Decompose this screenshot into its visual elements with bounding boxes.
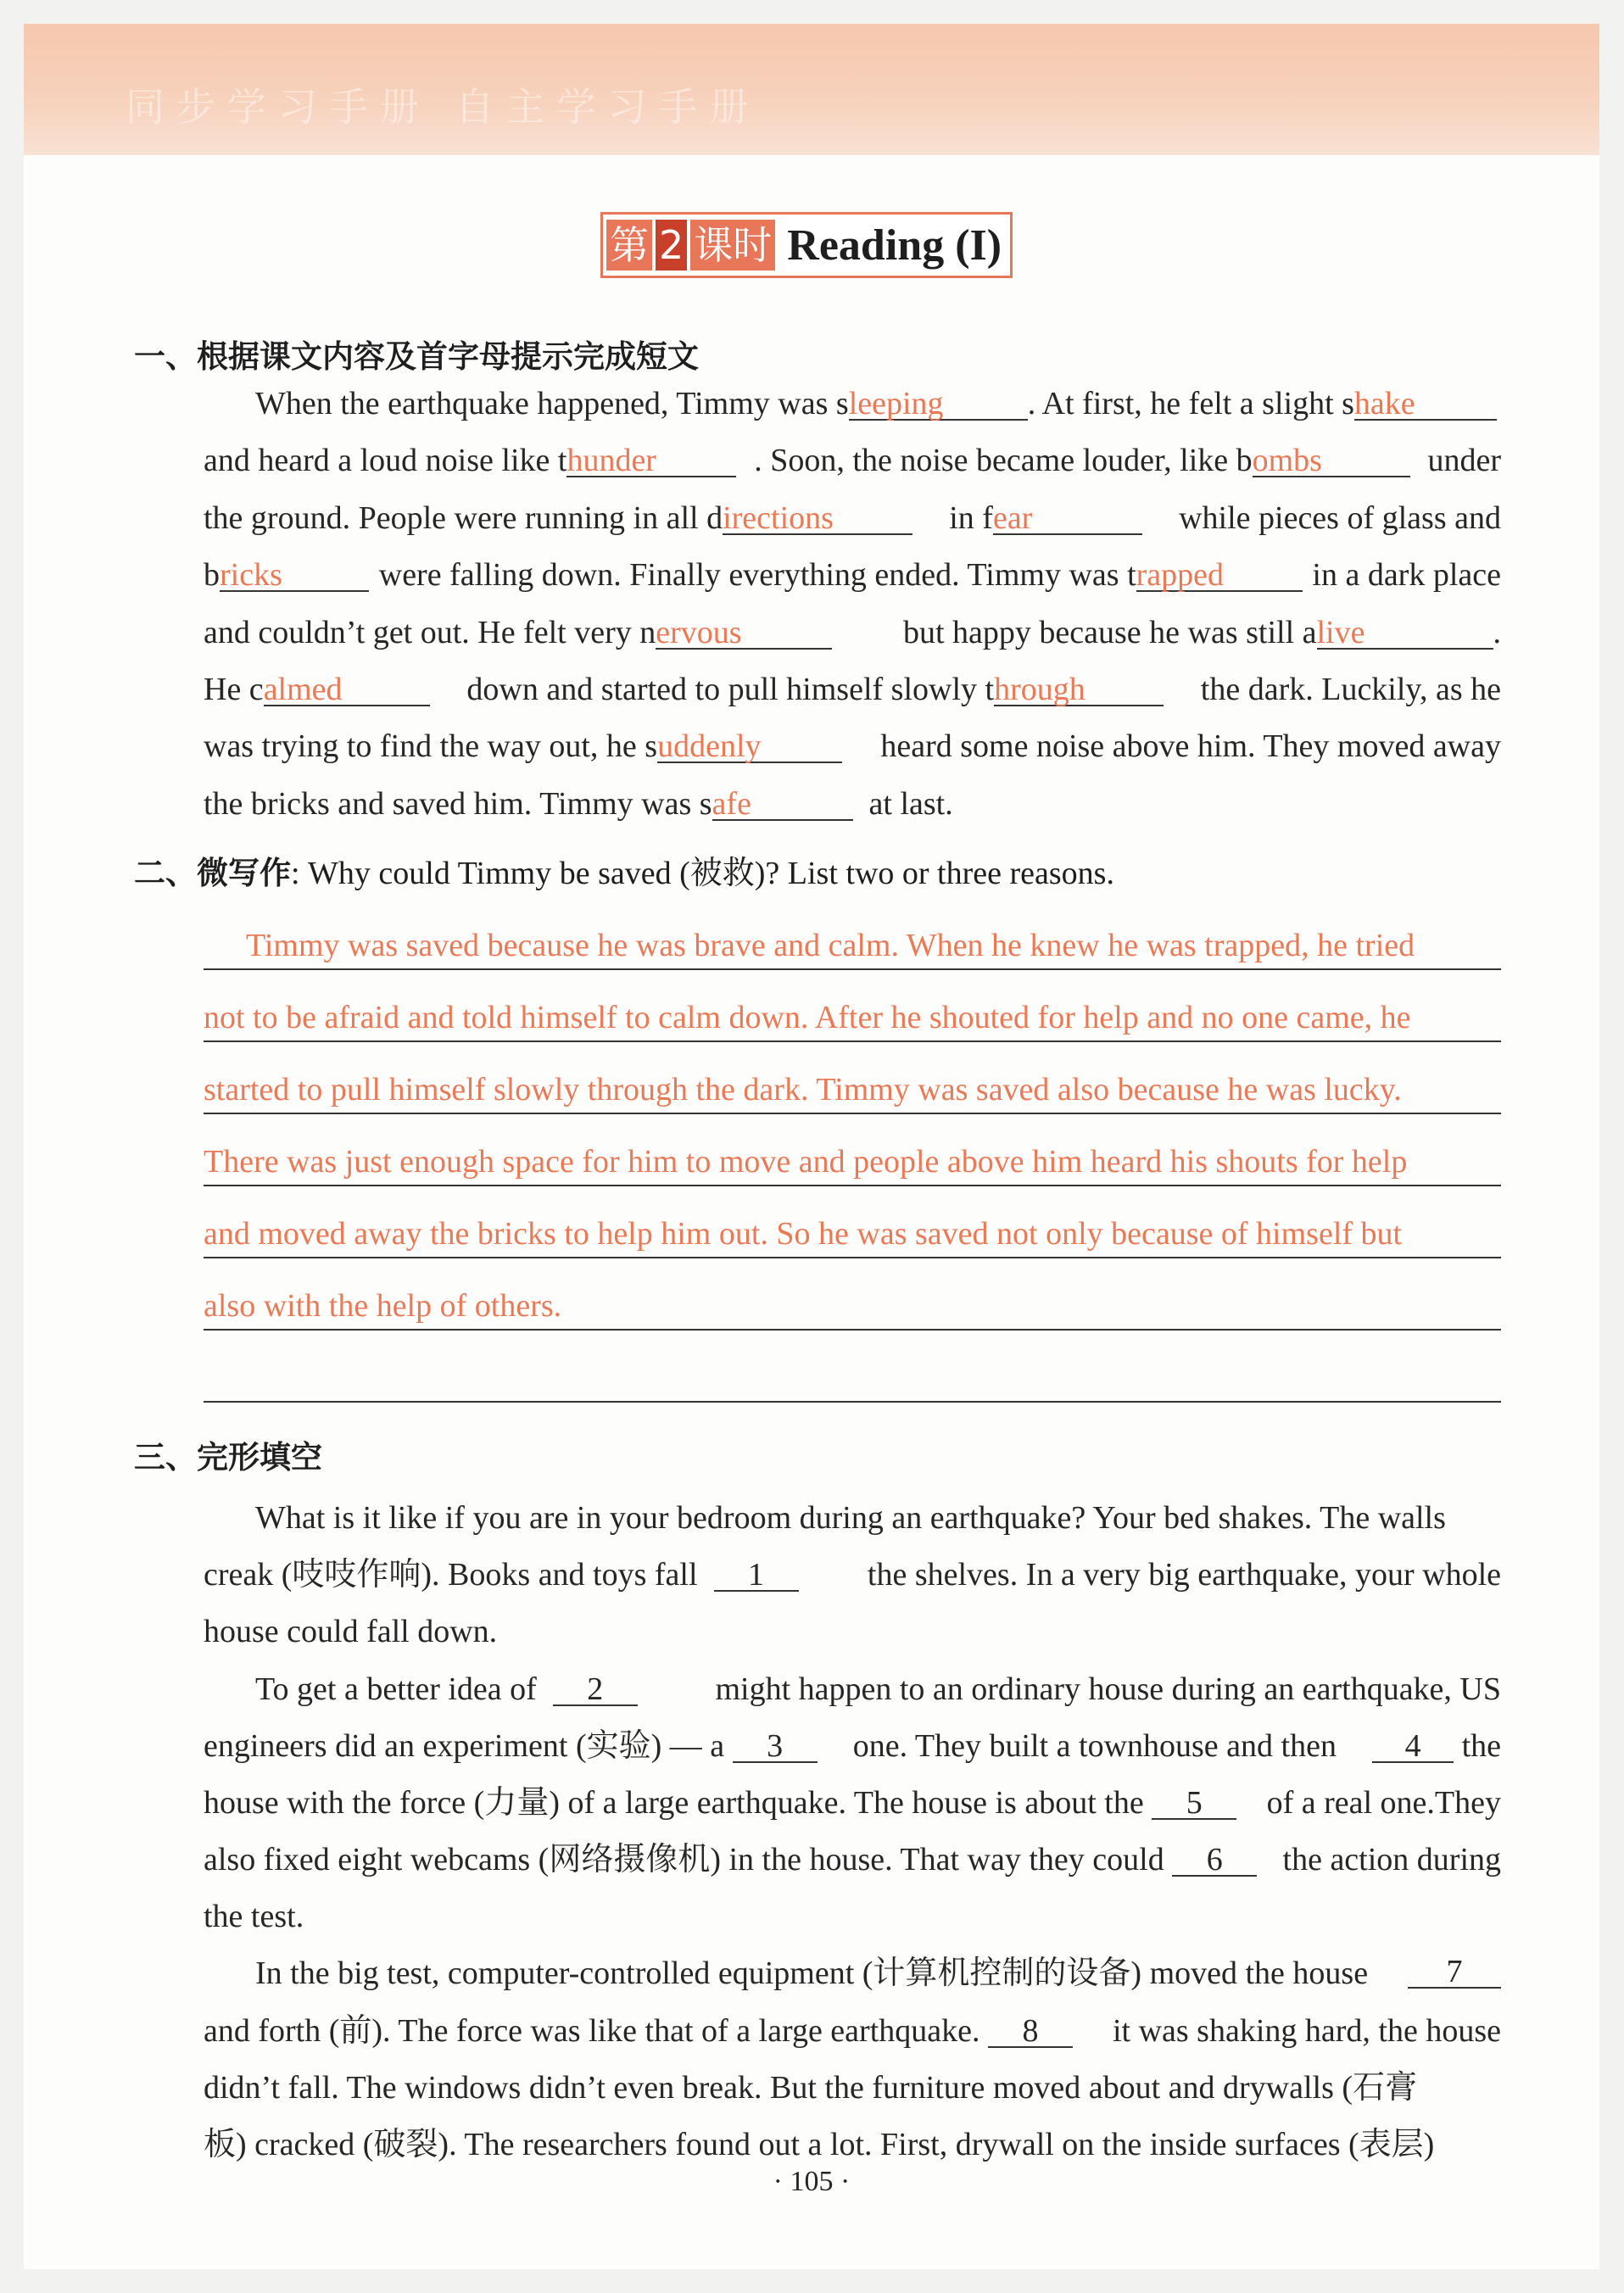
answer-blank: ervous: [656, 609, 832, 650]
header-band: [24, 24, 1599, 155]
cloze-blank-7: 7: [1408, 1948, 1501, 1989]
essay-line-5: and moved away the bricks to help him out. So he was saved not only because of himself but: [204, 1194, 1501, 1258]
s1-line-4: bricks were falling down. Finally everything ended. Timmy was trapped in a dark place: [204, 550, 1501, 600]
s3-line-2: creak (吱吱作响). Books and toys fall 1 the shelves. In a very big earthquake, your whole: [204, 1549, 1501, 1600]
s1-line-6: He calmed down and started to pull himself slowly through the dark. Luckily, as he: [204, 664, 1501, 715]
essay-line-1: Timmy was saved because he was brave and calm. When he knew he was trapped, he tried: [204, 906, 1501, 970]
s3-line-4: To get a better idea of 2 might happen to an ordinary house during an earthquake, US: [255, 1664, 1501, 1715]
s1-line-5: and couldn’t get out. He felt very nervous but happy because he was still alive .: [204, 607, 1501, 658]
s3-line-10: and forth (前). The force was like that of a large earthquake. 8 it was shaking hard, the house: [204, 2006, 1501, 2056]
cloze-blank-8: 8: [988, 2007, 1073, 2048]
page: [24, 24, 1599, 2269]
lesson-title: [600, 212, 1013, 278]
answer-blank: irections: [723, 494, 912, 535]
header-watermark: 同步学习手册 自主学习手册: [126, 84, 761, 130]
cloze-blank-2: 2: [553, 1665, 638, 1706]
essay-line-4: There was just enough space for him to move and people above him heard his shouts for help: [204, 1122, 1501, 1186]
s1-line-8: the bricks and saved him. Timmy was safe at last.: [204, 778, 953, 829]
answer-blank: rapped: [1136, 551, 1303, 592]
answer-blank: leeping: [849, 380, 1028, 421]
essay-line-3: started to pull himself slowly through the dark. Timmy was saved also because he was lucky.: [204, 1050, 1501, 1114]
lesson-number: 2: [656, 220, 687, 271]
s1-line-2: and heard a loud noise like thunder . Soon, the noise became louder, like bombs under: [204, 435, 1501, 486]
answer-blank: ear: [993, 494, 1142, 535]
cloze-blank-1: 1: [714, 1551, 799, 1592]
s3-line-6: house with the force (力量) of a large earthquake. The house is about the 5 of a real one.They: [204, 1777, 1501, 1828]
s3-line-8: the test.: [204, 1899, 304, 1934]
s3-line-9: In the big test, computer-controlled equipment (计算机控制的设备) moved the house 7: [255, 1948, 1501, 1999]
s1-line-7: was trying to find the way out, he suddenly heard some noise above him. They moved away: [204, 721, 1501, 772]
section1-title: 一、根据课文内容及首字母提示完成短文: [134, 338, 699, 375]
essay-line-2: not to be afraid and told himself to calm down. After he shouted for help and no one came, he: [204, 978, 1501, 1042]
s1-line-3: the ground. People were running in all directions in fear while pieces of glass and: [204, 493, 1501, 544]
cloze-blank-3: 3: [733, 1722, 818, 1763]
answer-blank: almed: [264, 666, 430, 706]
essay-line-7: [204, 1338, 1501, 1403]
cloze-blank-5: 5: [1152, 1779, 1236, 1820]
answer-blank: hake: [1354, 380, 1497, 421]
section3-title: 三、完形填空: [134, 1439, 322, 1476]
answer-blank: afe: [712, 780, 853, 821]
lesson-name: Reading (I): [787, 220, 1002, 270]
section2-title: 二、微写作: Why could Timmy be saved (被救)? List two or three reasons.: [134, 855, 1114, 891]
lesson-tag-di: 第: [606, 220, 652, 271]
cloze-blank-6: 6: [1172, 1836, 1257, 1877]
s3-line-12: 板) cracked (破裂). The researchers found out a lot. First, drywall on the inside surfaces (表层): [204, 2127, 1435, 2162]
section2-prompt: : Why could Timmy be saved (被救)? List two or three reasons.: [291, 856, 1114, 891]
answer-blank: ricks: [220, 551, 369, 592]
answer-blank: live: [1317, 609, 1493, 650]
answer-blank: uddenly: [657, 722, 842, 763]
s3-line-7: also fixed eight webcams (网络摄像机) in the house. That way they could 6 the action during: [204, 1834, 1501, 1885]
answer-blank: hrough: [994, 666, 1164, 706]
answer-blank: hunder: [566, 437, 736, 477]
s3-line-11: didn’t fall. The windows didn’t even break. But the furniture moved about and drywalls (石膏: [204, 2070, 1418, 2106]
s3-line-5: engineers did an experiment (实验) — a 3 one. They built a townhouse and then 4 the: [204, 1721, 1501, 1771]
essay-line-6: also with the help of others.: [204, 1266, 1501, 1331]
s3-line-1: What is it like if you are in your bedroom during an earthquake? Your bed shakes. The walls: [255, 1500, 1446, 1536]
lesson-tag-keshi: 课时: [690, 220, 775, 271]
page-number: · 105 ·: [773, 2166, 851, 2197]
s1-line-1: When the earthquake happened, Timmy was sleeping . At first, he felt a slight shake: [255, 378, 1497, 429]
answer-blank: ombs: [1253, 437, 1410, 477]
s3-line-3: house could fall down.: [204, 1614, 498, 1649]
cloze-blank-4: 4: [1372, 1722, 1454, 1763]
